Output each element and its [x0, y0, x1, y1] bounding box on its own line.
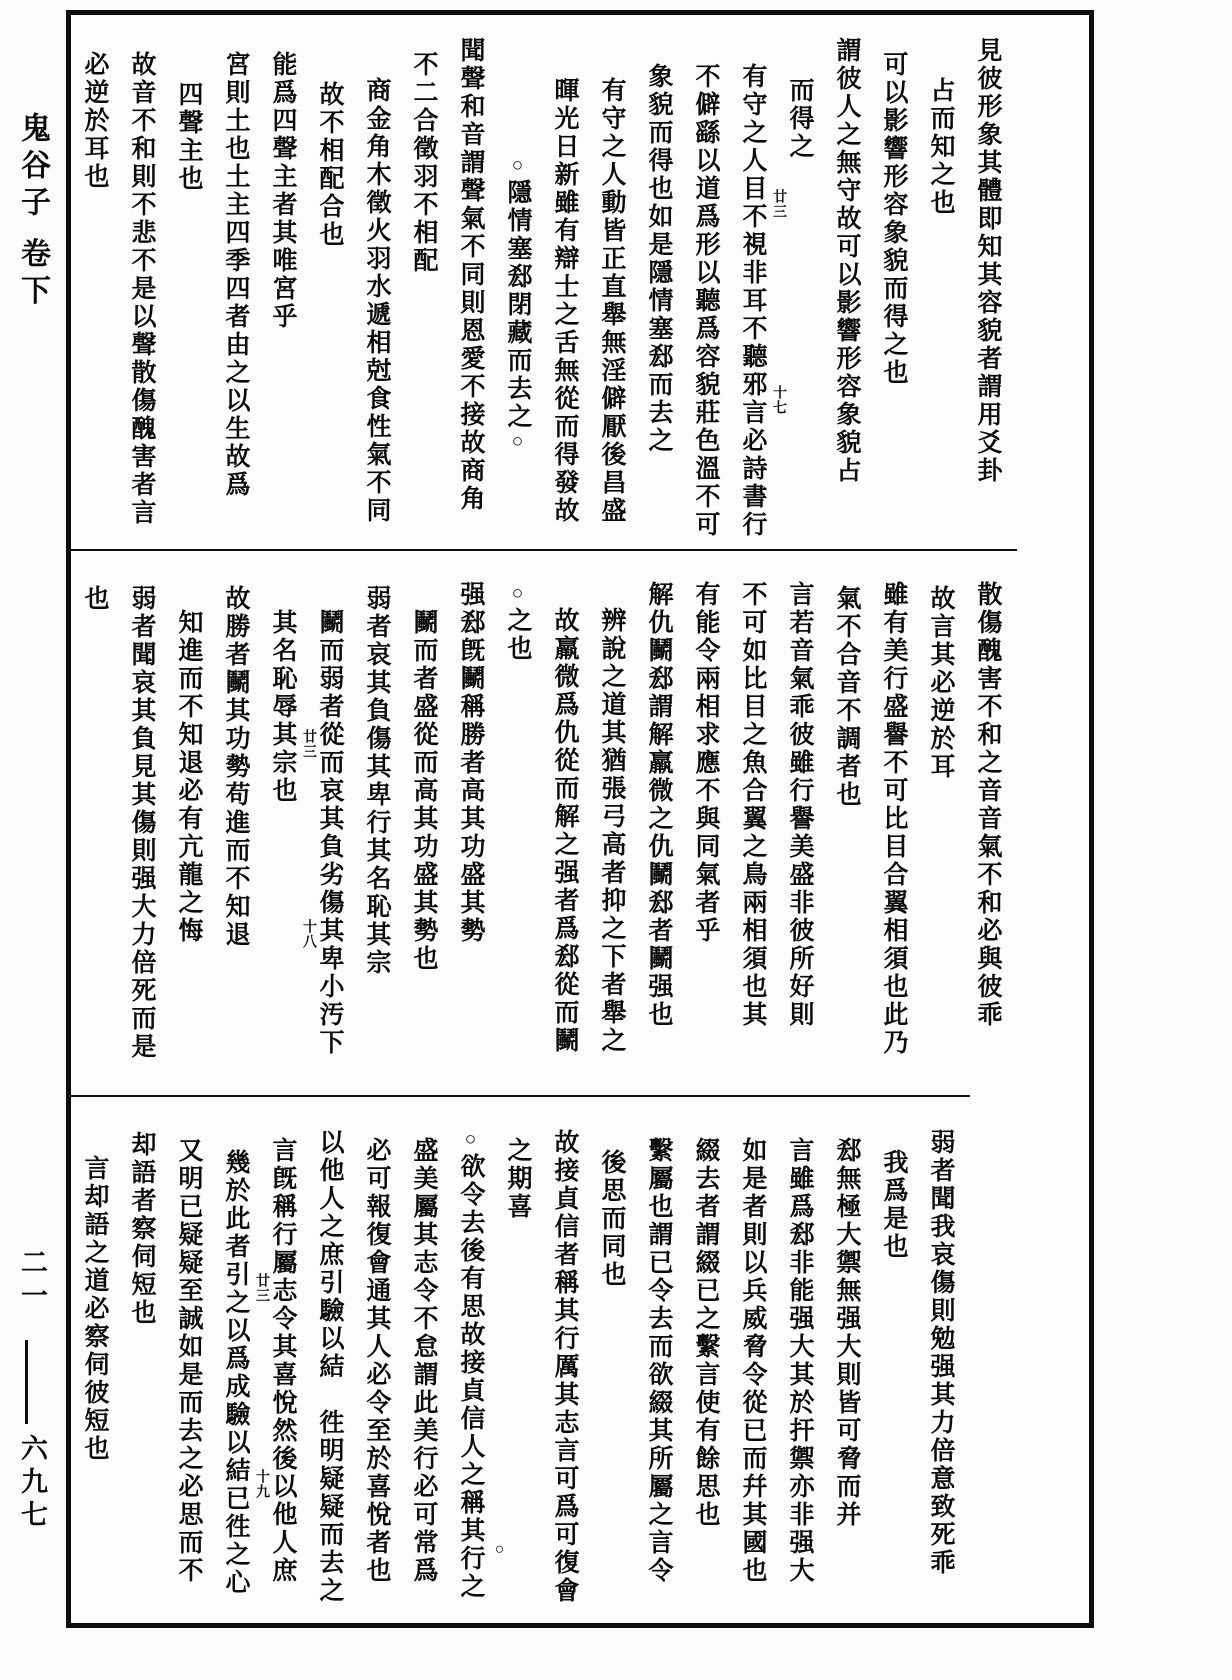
- text-column: [494, 581, 541, 1095]
- text-column: [118, 37, 165, 549]
- text-column: [823, 1129, 870, 1621]
- column-text: 綴去者謂綴已之繫言使有餘思也: [692, 1137, 719, 1529]
- volume-number: 二一: [17, 1248, 47, 1314]
- text-column: [353, 37, 400, 549]
- text-column: [635, 581, 682, 1095]
- column-text: 故接貞信者稱其行厲其志言可爲可復會: [551, 1129, 578, 1605]
- text-column: [301, 581, 353, 1095]
- interlinear-note: 廿三: [254, 1273, 269, 1303]
- text-column: [494, 37, 541, 549]
- column-text: 故言其必逆於耳: [927, 585, 954, 781]
- column-text: 氣不合音不調者也: [833, 585, 860, 809]
- column-text: 盛美屬其志令不怠謂此美行必可常爲: [410, 1137, 437, 1585]
- text-column: [400, 1129, 447, 1621]
- page-frame: [66, 10, 1094, 1628]
- column-text: 解仇鬭郄謂解羸微之仇鬭郄者鬭强也: [645, 581, 672, 1029]
- column-text: 辨說之道其猶張弓高者抑之下者舉之: [598, 607, 625, 1055]
- column-text: 其名恥辱其宗也: [269, 609, 296, 805]
- text-column: [400, 37, 447, 549]
- text-column: [917, 1129, 964, 1621]
- column-text: 之期喜: [504, 1137, 531, 1221]
- text-column: [541, 1129, 588, 1621]
- text-section-register-2: [71, 549, 1017, 1095]
- text-column: [541, 37, 588, 549]
- column-text: 言雖爲郄非能强大其於扞禦亦非强大: [786, 1137, 813, 1585]
- text-column: [165, 1129, 212, 1621]
- text-column: [917, 37, 964, 549]
- text-column: [212, 581, 259, 1095]
- text-column: [541, 581, 588, 1095]
- text-column: [71, 1129, 118, 1621]
- text-column: [729, 37, 776, 549]
- interlinear-note: 十九: [254, 1469, 269, 1499]
- text-column: [635, 1129, 682, 1621]
- column-text: 占而知之也: [927, 77, 954, 217]
- paragraph-circle: ○: [491, 1541, 508, 1561]
- column-text: 言旣稱行屬志令其喜悅然後以他人庶: [269, 1137, 296, 1585]
- text-column: [729, 581, 776, 1095]
- column-text: 故不相配合也: [316, 81, 343, 249]
- text-column: [254, 1129, 306, 1621]
- text-column: [71, 581, 118, 1095]
- column-text: 却語者察伺短也: [128, 1131, 155, 1327]
- text-column: [776, 581, 823, 1095]
- interlinear-note: 廿三: [771, 189, 786, 219]
- text-column: [682, 1129, 729, 1621]
- column-text: 欲令去後有思故接貞信人之稱其行之: [457, 1153, 484, 1601]
- text-column: [776, 1129, 823, 1621]
- column-text: 以他人之庶引驗以結 徃明疑疑而去之: [316, 1129, 343, 1605]
- text-column: [259, 37, 306, 549]
- text-column: [635, 37, 682, 549]
- column-text: 四聲主也: [175, 81, 202, 193]
- column-text: 而得之: [786, 77, 813, 161]
- page-number: 六九七: [17, 1434, 47, 1533]
- column-text: 弱者聞我哀傷則勉强其力倍意致死乖: [927, 1129, 954, 1577]
- column-text: 故音不和則不悲不是以聲散傷醜害者言: [128, 51, 155, 527]
- text-column: [306, 1129, 353, 1621]
- paragraph-circle: ○: [507, 583, 528, 607]
- folio-dash: [25, 1340, 28, 1424]
- interlinear-note: 廿三: [301, 729, 316, 759]
- column-text: 强郄旣鬭稱勝者高其功盛其勢: [457, 581, 484, 945]
- column-text: 不僻繇以道爲形以聽爲容貌莊色溫不可: [692, 63, 719, 539]
- column-text: 散傷醜害不和之音音氣不和必與彼乖: [974, 581, 1001, 1029]
- column-text: 有守之人動皆正直舉無淫僻厭後昌盛: [598, 77, 625, 525]
- text-column: [400, 581, 447, 1095]
- text-column: [212, 1129, 259, 1621]
- column-text: 有守之人目不視非耳不聽邪言必詩書行: [739, 63, 766, 539]
- column-text: 謂彼人之無守故可以影響形容象貌占: [833, 37, 860, 485]
- text-column: [870, 37, 917, 549]
- column-text: 必逆於耳也: [81, 51, 108, 191]
- text-column: [306, 37, 353, 549]
- text-column: [682, 37, 729, 549]
- column-text: 幾於此者引之以爲成驗以結已徃之心: [222, 1149, 249, 1597]
- text-column: [447, 581, 494, 1095]
- column-text: 弱者聞哀其負見其傷則强大力倍死而是: [128, 585, 155, 1061]
- text-column: [259, 581, 306, 1095]
- column-text: 有能令兩相求應不與同氣者乎: [692, 581, 719, 945]
- text-column: [71, 37, 118, 549]
- column-text: 鬭而者盛從而高其功盛其勢也: [410, 609, 437, 973]
- column-text: 故勝者鬭其功勢苟進而不知退: [222, 585, 249, 949]
- column-text: 不可如比目之魚合翼之鳥兩相須也其: [739, 581, 766, 1029]
- column-text: 見彼形象其體即知其容貌者謂用爻卦: [974, 37, 1001, 485]
- column-text: 可以影響形容象貌而得之也: [880, 51, 907, 387]
- text-column: [823, 37, 870, 549]
- interlinear-note: 十七: [771, 385, 786, 415]
- text-column: [165, 37, 212, 549]
- text-column: [588, 37, 635, 549]
- text-column: [165, 581, 212, 1095]
- column-text: 必可報復會通其人必令至於喜悅者也: [363, 1137, 390, 1585]
- text-column: [964, 37, 1011, 549]
- column-text: 又明已疑疑至誠如是而去之必思而不: [175, 1137, 202, 1585]
- column-text: 如是者則以兵威脅令從已而幷其國也: [739, 1137, 766, 1585]
- text-column: [118, 1129, 165, 1621]
- column-text: 故羸微爲仇從而解之强者爲郄從而鬭: [551, 607, 578, 1055]
- text-column: [771, 37, 823, 549]
- column-text: 弱者哀其負傷其卑行其名恥其宗: [363, 585, 390, 977]
- text-column: [118, 581, 165, 1095]
- column-text: 言却語之道必察伺彼短也: [81, 1155, 108, 1463]
- text-column: [588, 1129, 635, 1621]
- column-text: 雖有美行盛譽不可比目合翼相須也此乃: [880, 581, 907, 1057]
- text-column: [870, 1129, 917, 1621]
- text-column: [682, 581, 729, 1095]
- column-text: 不二合徵羽不相配: [410, 51, 437, 275]
- paragraph-circle: ○: [507, 431, 528, 455]
- column-text: 也: [81, 585, 108, 613]
- column-text: 隱情塞郄閉藏而去之: [504, 179, 531, 431]
- column-text: 郄無極大禦無强大則皆可脅而并: [833, 1137, 860, 1529]
- text-column: [964, 581, 1011, 1095]
- column-text: 能爲四聲主者其唯宮乎: [269, 51, 296, 331]
- spine-title: 鬼谷子 卷下: [16, 112, 49, 312]
- text-column: [353, 1129, 400, 1621]
- column-text: 商金角木徵火羽水遞相尅食性氣不同: [363, 77, 390, 525]
- column-text: 言若音氣乖彼雖行譽美盛非彼所好則: [786, 581, 813, 1029]
- text-column: [353, 581, 400, 1095]
- column-text: 後思而同也: [598, 1149, 625, 1289]
- column-text: 鬭而弱者從而哀其負劣傷其卑小汚下: [316, 609, 343, 1057]
- text-column: [729, 1129, 776, 1621]
- column-text: 我爲是也: [880, 1149, 907, 1261]
- column-text: 聞聲和音謂聲氣不同則恩愛不接故商角: [457, 37, 484, 513]
- column-text: 之也: [504, 607, 531, 663]
- text-section-register-3: [71, 1095, 970, 1621]
- text-section-register-1: [71, 15, 1017, 549]
- column-text: 宮則土也土主四季四者由之以生故爲: [222, 51, 249, 499]
- text-column: [447, 1129, 508, 1621]
- paragraph-circle: ○: [507, 155, 528, 179]
- column-text: 象貌而得也如是隱情塞郄而去之: [645, 63, 672, 455]
- text-column: [447, 37, 494, 549]
- text-column: [823, 581, 870, 1095]
- text-column: [917, 581, 964, 1095]
- column-text: 暉光日新雖有辯士之舌無從而得發故: [551, 77, 578, 525]
- column-text: 繫屬也謂已令去而欲綴其所屬之言令: [645, 1137, 672, 1585]
- text-column: [212, 37, 259, 549]
- interlinear-note: 十八: [301, 919, 316, 949]
- column-text: 知進而不知退必有亢龍之悔: [175, 609, 202, 945]
- paragraph-circle: ○: [460, 1129, 481, 1153]
- text-column: [870, 581, 917, 1095]
- text-column: [588, 581, 635, 1095]
